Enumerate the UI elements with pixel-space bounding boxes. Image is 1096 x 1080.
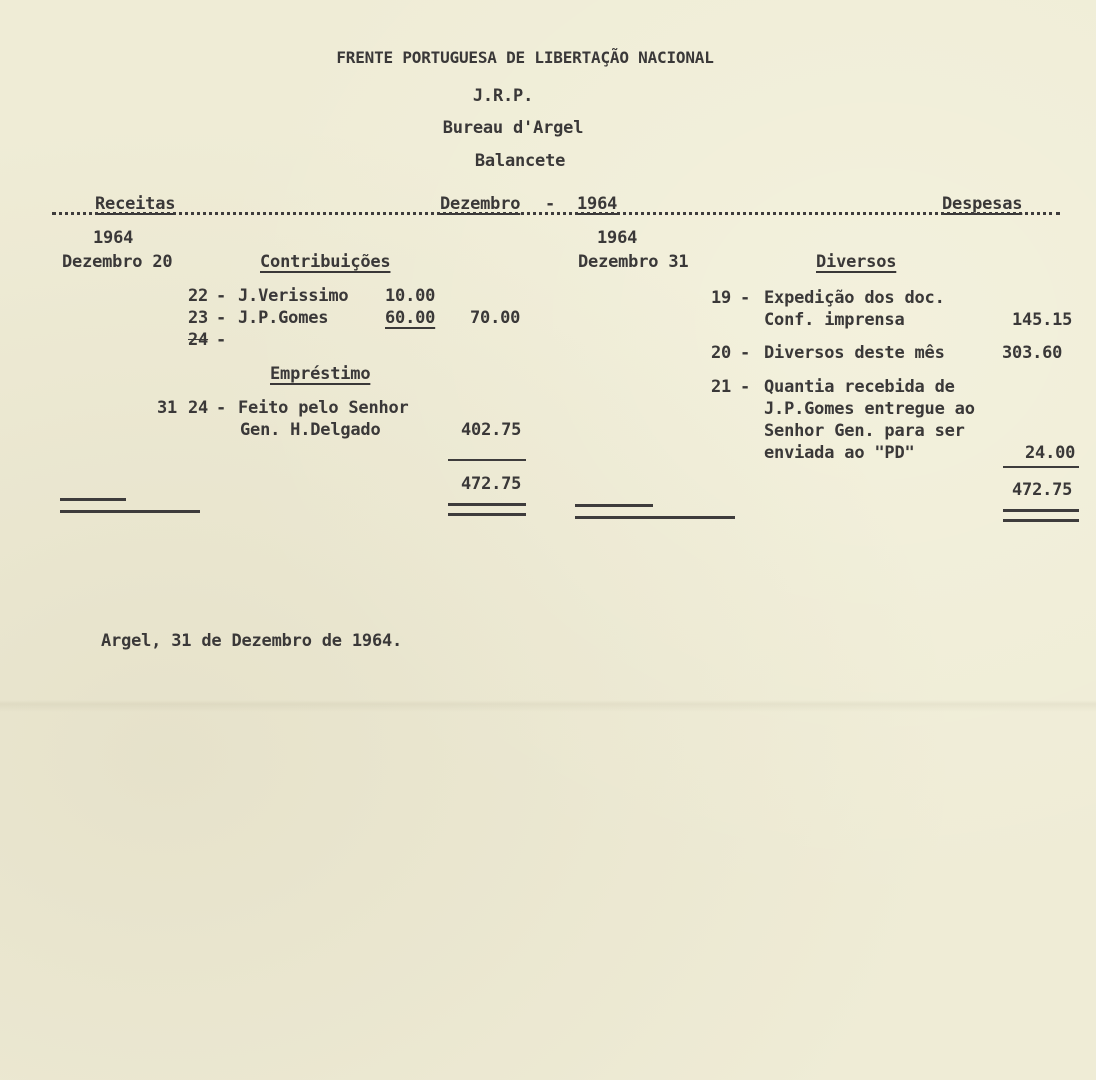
- total-rule-upper: [1003, 509, 1079, 512]
- subtotal-rule: [448, 459, 526, 461]
- unit-name: J.R.P.: [472, 86, 534, 106]
- expense-description-line4: enviada ao "PD": [764, 443, 915, 463]
- entry-number: 23: [188, 308, 209, 328]
- expenses-date: Dezembro 31: [578, 252, 689, 272]
- loan-amount: 402.75: [461, 420, 522, 440]
- period-year: 1964: [577, 194, 618, 214]
- office-name: Bureau d'Argel: [442, 118, 584, 138]
- closing-rule-short: [60, 498, 126, 501]
- subtotal-rule: [1003, 466, 1079, 468]
- receipts-year: 1964: [93, 228, 134, 248]
- entry-number: 21: [711, 377, 732, 397]
- receipts-total: 472.75: [461, 474, 522, 494]
- period-month: Dezembro: [440, 194, 521, 214]
- place-and-date: Argel, 31 de Dezembro de 1964.: [101, 631, 403, 651]
- closing-rule-long: [60, 510, 200, 513]
- loan-day: 31: [157, 398, 178, 418]
- expenses-year: 1964: [597, 228, 638, 248]
- entry-number: 19: [711, 288, 732, 308]
- organization-name: FRENTE PORTUGUESA DE LIBERTAÇÃO NACIONAL: [336, 48, 714, 67]
- expense-amount: 24.00: [1025, 443, 1076, 463]
- header-divider: [52, 212, 1060, 215]
- closing-rule-long: [575, 516, 735, 519]
- loan-description-line2: Gen. H.Delgado: [240, 420, 381, 440]
- entry-number: 22: [188, 286, 209, 306]
- period-dash: -: [545, 194, 556, 214]
- entry-number: 24: [188, 398, 209, 418]
- expense-description-line1: Diversos deste mês: [764, 343, 945, 363]
- document-title: Balancete: [474, 151, 566, 171]
- receipts-date: Dezembro 20: [62, 252, 173, 272]
- total-rule-upper: [448, 503, 526, 506]
- loan-description-line1: Feito pelo Senhor: [238, 398, 409, 418]
- contributions-heading: Contribuições: [260, 252, 391, 272]
- entry-number-struck: 24: [188, 330, 209, 350]
- document-page: FRENTE PORTUGUESA DE LIBERTAÇÃO NACIONAL J.R.P. Bureau d'Argel Balancete Receitas Dezembro - 1964 Despesas 1964 Dezembro 20 Contribuições 22 - J.Verissimo 10.00 23 - J.P.Gomes 60.00 70.00 24 - Empréstimo 31 24 - Feito pelo Senhor Gen. H.Delgado 402.75 472.75 1964 Dezembro 31 Diversos 19 - Expedição dos doc. Conf. imprensa 145.15 20 - Diversos deste mês 303.60 21 - Quantia recebida de J.P.Gomes entregue ao Senhor Gen. para ser enviada ao "PD" 24.00 472.75 Argel, 31 de Dezembro de 1964.: [0, 0, 1096, 1080]
- closing-rule-short: [575, 504, 653, 507]
- contribution-amount: 60.00: [385, 308, 436, 328]
- contributor-name: J.P.Gomes: [238, 308, 329, 328]
- expense-description-line1: Expedição dos doc.: [764, 288, 945, 308]
- expense-amount: 303.60: [1002, 343, 1063, 363]
- expense-description-line3: Senhor Gen. para ser: [764, 421, 965, 441]
- expenses-heading: Despesas: [942, 194, 1023, 214]
- receipts-heading: Receitas: [95, 194, 176, 214]
- expense-description-line1: Quantia recebida de: [764, 377, 955, 397]
- expense-description-line2: Conf. imprensa: [764, 310, 905, 330]
- expense-description-line2: J.P.Gomes entregue ao: [764, 399, 975, 419]
- expense-amount: 145.15: [1012, 310, 1073, 330]
- contributor-name: J.Verissimo: [238, 286, 349, 306]
- total-rule-lower: [1003, 519, 1079, 522]
- expenses-total: 472.75: [1012, 480, 1073, 500]
- total-rule-lower: [448, 513, 526, 516]
- miscellaneous-heading: Diversos: [816, 252, 897, 272]
- contributions-subtotal: 70.00: [470, 308, 521, 328]
- contribution-amount: 10.00: [385, 286, 436, 306]
- entry-number: 20: [711, 343, 732, 363]
- loan-heading: Empréstimo: [270, 364, 371, 384]
